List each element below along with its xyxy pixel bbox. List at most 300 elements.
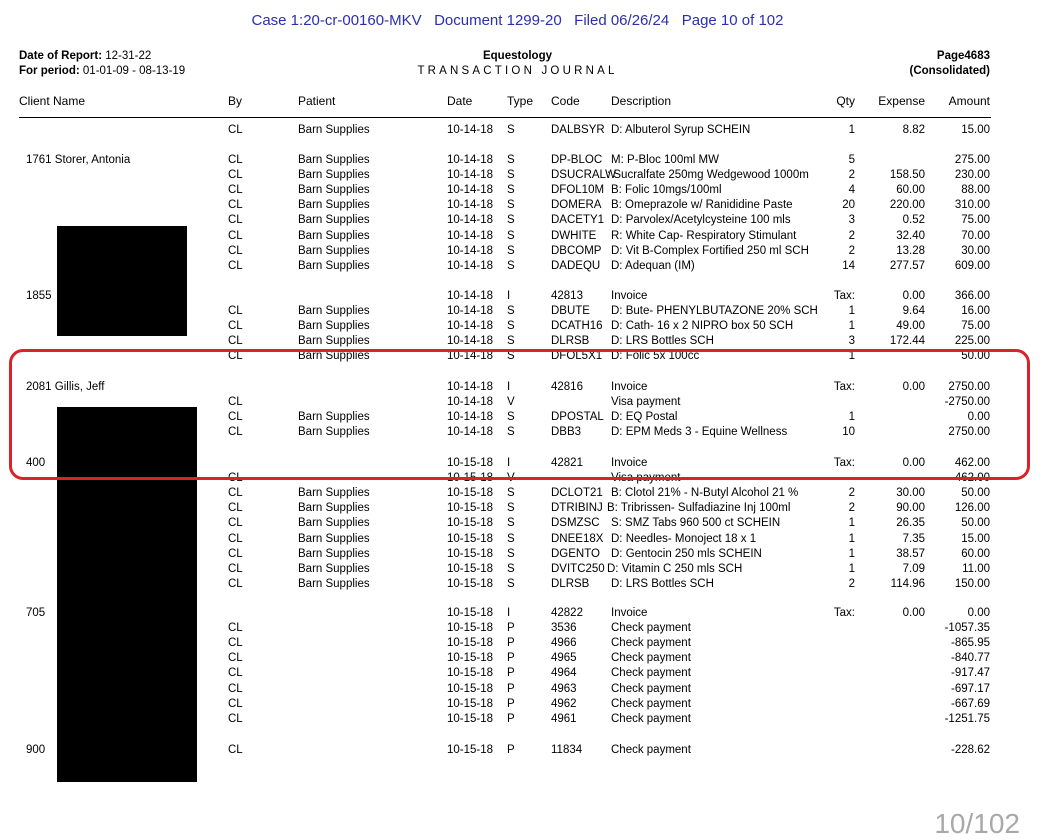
date-cell: 10-14-18 <box>447 411 494 424</box>
patient-cell: Barn Supplies <box>298 502 370 515</box>
code-cell: DVITC250 <box>551 562 605 575</box>
column-header-type: Type <box>507 94 534 108</box>
amount-cell: 15.00 <box>961 124 990 136</box>
expense-cell: 49.00 <box>896 320 925 333</box>
qty-cell: 10 <box>842 426 855 439</box>
amount-cell: 11.00 <box>962 562 990 575</box>
qty-cell: 2 <box>848 169 855 182</box>
court-filing-header: Case 1:20-cr-00160-MKV Document 1299-20 Filed 06/26/24 Page 10 of 102 <box>251 12 784 29</box>
type-cell: S <box>507 547 515 560</box>
amount-cell: -1057.35 <box>944 622 990 635</box>
date-cell: 10-14-18 <box>447 229 494 242</box>
date-cell: 10-15-18 <box>447 744 494 756</box>
header-rule <box>19 117 991 118</box>
period-value: 01-01-09 - 08-13-19 <box>82 65 186 77</box>
amount-cell: 30.00 <box>961 244 990 257</box>
description-cell: D: LRS Bottles SCH <box>611 577 714 590</box>
date-cell: 10-14-18 <box>447 199 494 212</box>
amount-cell: -2750.00 <box>944 396 990 409</box>
expense-cell: 220.00 <box>889 199 925 212</box>
code-cell: 42816 <box>551 381 583 393</box>
patient-cell: Barn Supplies <box>298 124 370 136</box>
by-cell: CL <box>228 244 243 257</box>
code-cell: DWHITE <box>551 229 597 242</box>
description-cell: D: Vitamin C 250 mls SCH <box>607 562 743 575</box>
date-cell: 10-15-18 <box>447 637 494 650</box>
amount-cell: 75.00 <box>961 320 990 333</box>
date-cell: 10-15-18 <box>447 517 494 530</box>
expense-cell: 30.00 <box>896 487 925 500</box>
qty-cell: 3 <box>848 335 855 348</box>
amount-cell: -840.77 <box>950 652 990 665</box>
date-cell: 10-14-18 <box>447 124 494 136</box>
expense-cell: 0.00 <box>902 290 925 302</box>
column-header-patient: Patient <box>298 94 336 108</box>
column-header-amount: Amount <box>948 94 990 108</box>
description-cell: Check payment <box>611 652 691 665</box>
patient-cell: Barn Supplies <box>298 411 370 424</box>
date-cell: 10-15-18 <box>447 532 494 545</box>
code-cell: DCATH16 <box>551 320 603 333</box>
code-cell: DP-BLOC <box>551 154 603 166</box>
type-cell: S <box>507 169 515 182</box>
date-cell: 10-14-18 <box>447 426 494 439</box>
description-cell: D: Bute- PHENYLBUTAZONE 20% SCH <box>611 305 818 318</box>
type-cell: S <box>507 154 515 166</box>
type-cell: I <box>507 290 511 302</box>
type-cell: P <box>507 637 515 650</box>
description-cell: Invoice <box>611 381 648 393</box>
qty-cell: Tax: <box>833 607 855 619</box>
amount-cell: 150.00 <box>954 577 990 590</box>
code-cell: DOMERA <box>551 199 602 212</box>
amount-cell: 60.00 <box>961 547 990 560</box>
client-name-cell: 1761 Storer, Antonia <box>26 154 131 166</box>
date-cell: 10-14-18 <box>447 320 494 333</box>
expense-cell: 0.00 <box>902 607 925 619</box>
description-cell: D: Needles- Monoject 18 x 1 <box>611 532 757 545</box>
expense-cell: 7.09 <box>902 562 925 575</box>
code-cell: DCLOT21 <box>551 487 603 500</box>
type-cell: S <box>507 259 515 272</box>
description-cell: D: Parvolex/Acetylcysteine 100 mls <box>611 214 791 227</box>
date-cell: 10-15-18 <box>447 652 494 665</box>
type-cell: S <box>507 320 515 333</box>
patient-cell: Barn Supplies <box>298 229 370 242</box>
by-cell: CL <box>228 502 243 515</box>
by-cell: CL <box>228 667 243 680</box>
patient-cell: Barn Supplies <box>298 350 370 363</box>
description-cell: S: SMZ Tabs 960 500 ct SCHEIN <box>611 517 781 530</box>
qty-cell: 1 <box>848 305 855 318</box>
type-cell: S <box>507 517 515 530</box>
column-header-by: By <box>228 94 243 108</box>
amount-cell: -1251.75 <box>944 712 990 725</box>
qty-cell: 2 <box>848 244 855 257</box>
amount-cell: -462.00 <box>950 472 990 485</box>
type-cell: S <box>507 214 515 227</box>
type-cell: P <box>507 697 515 710</box>
type-cell: V <box>507 472 515 485</box>
type-cell: S <box>507 577 515 590</box>
qty-cell: 3 <box>848 214 855 227</box>
by-cell: CL <box>228 682 243 695</box>
description-cell: D: Folic 5x 100cc <box>611 350 700 363</box>
type-cell: S <box>507 350 515 363</box>
qty-cell: Tax: <box>833 457 855 469</box>
expense-cell: 277.57 <box>889 259 925 272</box>
date-cell: 10-14-18 <box>447 396 494 409</box>
description-cell: : Sucralfate 250mg Wedgewood 1000m <box>607 169 809 182</box>
code-cell: DACETY1 <box>551 214 605 227</box>
code-cell: DFOL10M <box>551 184 605 197</box>
description-cell: M: P-Bloc 100ml MW <box>611 154 719 166</box>
expense-cell: 38.57 <box>896 547 925 560</box>
description-cell: Check payment <box>611 744 691 756</box>
date-cell: 10-14-18 <box>447 335 494 348</box>
code-cell: DPOSTAL <box>551 411 604 424</box>
type-cell: P <box>507 667 515 680</box>
patient-cell: Barn Supplies <box>298 214 370 227</box>
description-cell: D: Adequan (IM) <box>611 259 695 272</box>
amount-cell: -667.69 <box>950 697 990 710</box>
expense-cell: 0.00 <box>902 381 925 393</box>
amount-cell: 0.00 <box>967 411 990 424</box>
code-cell: 42813 <box>551 290 583 302</box>
type-cell: S <box>507 244 515 257</box>
expense-cell: 0.52 <box>902 214 925 227</box>
expense-cell: 32.40 <box>896 229 925 242</box>
amount-cell: -228.62 <box>950 744 990 756</box>
date-cell: 10-15-18 <box>447 607 494 619</box>
journal-title: TRANSACTION JOURNAL <box>417 65 618 77</box>
code-cell: 4961 <box>551 712 577 725</box>
type-cell: S <box>507 305 515 318</box>
code-cell: DFOL5X1 <box>551 350 603 363</box>
type-cell: S <box>507 426 515 439</box>
amount-cell: -697.17 <box>950 682 990 695</box>
column-header-qty: Qty <box>836 94 855 108</box>
patient-cell: Barn Supplies <box>298 547 370 560</box>
amount-cell: -917.47 <box>950 667 990 680</box>
date-cell: 10-14-18 <box>447 154 494 166</box>
code-cell: DADEQU <box>551 259 601 272</box>
type-cell: P <box>507 712 515 725</box>
expense-cell: 9.64 <box>902 305 925 318</box>
qty-cell: 1 <box>848 562 855 575</box>
patient-cell: Barn Supplies <box>298 199 370 212</box>
amount-cell: -865.95 <box>950 637 990 650</box>
date-cell: 10-15-18 <box>447 547 494 560</box>
by-cell: CL <box>228 744 243 756</box>
by-cell: CL <box>228 199 243 212</box>
description-cell: B: Clotol 21% - N-Butyl Alcohol 21 % <box>611 487 799 500</box>
page-label: Page4683 <box>936 50 990 62</box>
date-cell: 10-15-18 <box>447 577 494 590</box>
date-of-report-value: 12-31-22 <box>105 50 152 62</box>
code-cell: DLRSB <box>551 577 590 590</box>
patient-cell: Barn Supplies <box>298 259 370 272</box>
patient-cell: Barn Supplies <box>298 517 370 530</box>
amount-cell: 75.00 <box>961 214 990 227</box>
qty-cell: 1 <box>848 320 855 333</box>
description-cell: Invoice <box>611 457 648 469</box>
patient-cell: Barn Supplies <box>298 184 370 197</box>
amount-cell: 230.00 <box>954 169 990 182</box>
by-cell: CL <box>228 411 243 424</box>
amount-cell: 366.00 <box>954 290 990 302</box>
description-cell: D: Vit B-Complex Fortified 250 ml SCH <box>611 244 809 257</box>
patient-cell: Barn Supplies <box>298 154 370 166</box>
type-cell: S <box>507 229 515 242</box>
type-cell: P <box>507 682 515 695</box>
description-cell: Check payment <box>611 712 691 725</box>
patient-cell: Barn Supplies <box>298 244 370 257</box>
code-cell: DBCOMP <box>551 244 602 257</box>
by-cell: CL <box>228 124 243 136</box>
patient-cell: Barn Supplies <box>298 562 370 575</box>
date-cell: 10-14-18 <box>447 305 494 318</box>
description-cell: Visa payment <box>611 472 681 485</box>
patient-cell: Barn Supplies <box>298 169 370 182</box>
type-cell: S <box>507 562 515 575</box>
code-cell: 4965 <box>551 652 577 665</box>
by-cell: CL <box>228 320 243 333</box>
column-header-date: Date <box>447 94 473 108</box>
type-cell: S <box>507 411 515 424</box>
patient-cell: Barn Supplies <box>298 532 370 545</box>
amount-cell: 50.00 <box>961 517 990 530</box>
type-cell: V <box>507 396 515 409</box>
qty-cell: 2 <box>848 502 855 515</box>
highlight-annotation <box>9 349 1030 480</box>
type-cell: S <box>507 502 515 515</box>
column-header-code: Code <box>551 94 580 108</box>
code-cell: 42822 <box>551 607 583 619</box>
amount-cell: 15.00 <box>961 532 990 545</box>
type-cell: P <box>507 652 515 665</box>
by-cell: CL <box>228 517 243 530</box>
redaction-box <box>57 226 187 336</box>
by-cell: CL <box>228 259 243 272</box>
patient-cell: Barn Supplies <box>298 487 370 500</box>
amount-cell: 2750.00 <box>948 426 990 439</box>
client-name-cell: 705 <box>26 607 46 619</box>
column-header-description: Description <box>611 94 672 108</box>
description-cell: D: Cath- 16 x 2 NIPRO box 50 SCH <box>611 320 794 333</box>
date-cell: 10-15-18 <box>447 472 494 485</box>
consolidated-label: (Consolidated) <box>909 65 990 77</box>
date-cell: 10-15-18 <box>447 697 494 710</box>
client-name-cell: 2081 Gillis, Jeff <box>26 381 105 393</box>
client-name-cell: 1855 <box>26 290 52 302</box>
type-cell: I <box>507 607 511 619</box>
date-cell: 10-15-18 <box>447 457 494 469</box>
date-cell: 10-14-18 <box>447 184 494 197</box>
by-cell: CL <box>228 622 243 635</box>
by-cell: CL <box>228 637 243 650</box>
amount-cell: 0.00 <box>967 607 990 619</box>
description-cell: R: White Cap- Respiratory Stimulant <box>611 229 797 242</box>
qty-cell: 1 <box>848 517 855 530</box>
date-cell: 10-14-18 <box>447 381 494 393</box>
description-cell: D: Gentocin 250 mls SCHEIN <box>611 547 762 560</box>
by-cell: CL <box>228 169 243 182</box>
description-cell: Check payment <box>611 637 691 650</box>
column-header-client: Client Name <box>19 94 86 108</box>
code-cell: DNEE18X <box>551 532 604 545</box>
code-cell: 42821 <box>551 457 583 469</box>
column-header-expense: Expense <box>878 94 925 108</box>
qty-cell: 14 <box>842 259 855 272</box>
date-cell: 10-14-18 <box>447 259 494 272</box>
description-cell: B: Omeprazole w/ Ranididine Paste <box>611 199 793 212</box>
description-cell: Check payment <box>611 697 691 710</box>
by-cell: CL <box>228 350 243 363</box>
date-cell: 10-15-18 <box>447 487 494 500</box>
qty-cell: 2 <box>848 577 855 590</box>
client-name-cell: 900 <box>26 744 46 756</box>
expense-cell: 114.96 <box>890 577 925 590</box>
by-cell: CL <box>228 154 243 166</box>
code-cell: 4963 <box>551 682 577 695</box>
description-cell: B: Folic 10mgs/100ml <box>611 184 722 197</box>
by-cell: CL <box>228 472 243 485</box>
qty-cell: Tax: <box>833 290 855 302</box>
expense-cell: 60.00 <box>896 184 925 197</box>
date-cell: 10-15-18 <box>447 622 494 635</box>
code-cell: DLRSB <box>551 335 590 348</box>
by-cell: CL <box>228 562 243 575</box>
qty-cell: Tax: <box>833 381 855 393</box>
qty-cell: 1 <box>848 411 855 424</box>
type-cell: I <box>507 381 511 393</box>
patient-cell: Barn Supplies <box>298 320 370 333</box>
type-cell: S <box>507 532 515 545</box>
amount-cell: 609.00 <box>954 259 990 272</box>
description-cell: D: LRS Bottles SCH <box>611 335 714 348</box>
by-cell: CL <box>228 214 243 227</box>
date-cell: 10-14-18 <box>447 290 494 302</box>
expense-cell: 8.82 <box>902 124 925 136</box>
amount-cell: 70.00 <box>961 229 990 242</box>
report-page-info <box>910 49 991 79</box>
type-cell: S <box>507 487 515 500</box>
patient-cell: Barn Supplies <box>298 335 370 348</box>
by-cell: CL <box>228 697 243 710</box>
description-cell: Visa payment <box>611 396 681 409</box>
report-title <box>0 49 1035 79</box>
date-cell: 10-15-18 <box>447 667 494 680</box>
code-cell: 4962 <box>551 697 577 710</box>
code-cell: DSMZSC <box>551 517 600 530</box>
code-cell: DALBSYR <box>551 124 605 136</box>
by-cell: CL <box>228 305 243 318</box>
code-cell: DBB3 <box>551 426 582 439</box>
description-cell: B: Tribrissen- Sulfadiazine Inj 100ml <box>607 502 791 515</box>
expense-cell: 172.44 <box>889 335 925 348</box>
date-cell: 10-14-18 <box>447 169 494 182</box>
company-name: Equestology <box>482 50 552 62</box>
qty-cell: 2 <box>848 487 855 500</box>
qty-cell: 1 <box>848 532 855 545</box>
by-cell: CL <box>228 426 243 439</box>
date-cell: 10-15-18 <box>447 712 494 725</box>
amount-cell: 462.00 <box>954 457 990 469</box>
qty-cell: 20 <box>842 199 855 212</box>
client-name-cell: 400 <box>26 457 46 469</box>
code-cell: 4964 <box>551 667 577 680</box>
type-cell: S <box>507 184 515 197</box>
type-cell: P <box>507 622 515 635</box>
expense-cell: 13.28 <box>896 244 925 257</box>
page-counter: 10/102 <box>934 808 1020 839</box>
description-cell: Check payment <box>611 682 691 695</box>
description-cell: Invoice <box>611 290 648 302</box>
expense-cell: 158.50 <box>889 169 925 182</box>
description-cell: D: Albuterol Syrup SCHEIN <box>611 124 751 136</box>
by-cell: CL <box>228 547 243 560</box>
amount-cell: 275.00 <box>954 154 990 166</box>
by-cell: CL <box>228 184 243 197</box>
expense-cell: 7.35 <box>902 532 925 545</box>
description-cell: D: EQ Postal <box>611 411 678 424</box>
expense-cell: 26.35 <box>896 517 925 530</box>
by-cell: CL <box>228 577 243 590</box>
qty-cell: 4 <box>848 184 855 197</box>
code-cell: 3536 <box>551 622 577 635</box>
period-label: For period: <box>19 65 80 77</box>
qty-cell: 5 <box>848 154 855 166</box>
amount-cell: 88.00 <box>961 184 990 197</box>
amount-cell: 50.00 <box>961 487 990 500</box>
date-of-report-label: Date of Report: <box>19 50 103 62</box>
code-cell: 4966 <box>551 637 577 650</box>
type-cell: P <box>507 744 515 756</box>
amount-cell: 310.00 <box>954 199 990 212</box>
date-cell: 10-15-18 <box>447 682 494 695</box>
description-cell: Check payment <box>611 667 691 680</box>
date-cell: 10-14-18 <box>447 350 494 363</box>
patient-cell: Barn Supplies <box>298 426 370 439</box>
date-cell: 10-14-18 <box>447 244 494 257</box>
code-cell: DGENTO <box>551 547 600 560</box>
expense-cell: 0.00 <box>902 457 925 469</box>
by-cell: CL <box>228 652 243 665</box>
type-cell: S <box>507 199 515 212</box>
type-cell: S <box>507 335 515 348</box>
amount-cell: 2750.00 <box>948 381 990 393</box>
qty-cell: 1 <box>848 350 855 363</box>
patient-cell: Barn Supplies <box>298 577 370 590</box>
code-cell: DTRIBINJ <box>551 502 603 515</box>
amount-cell: 16.00 <box>961 305 990 318</box>
code-cell: 11834 <box>551 744 583 756</box>
by-cell: CL <box>228 712 243 725</box>
qty-cell: 2 <box>848 229 855 242</box>
description-cell: Check payment <box>611 622 691 635</box>
by-cell: CL <box>228 532 243 545</box>
type-cell: S <box>507 124 515 136</box>
date-cell: 10-15-18 <box>447 502 494 515</box>
qty-cell: 1 <box>848 124 855 136</box>
description-cell: Invoice <box>611 607 648 619</box>
qty-cell: 1 <box>848 547 855 560</box>
code-cell: DBUTE <box>551 305 590 318</box>
by-cell: CL <box>228 396 243 409</box>
amount-cell: 225.00 <box>954 335 990 348</box>
by-cell: CL <box>228 487 243 500</box>
